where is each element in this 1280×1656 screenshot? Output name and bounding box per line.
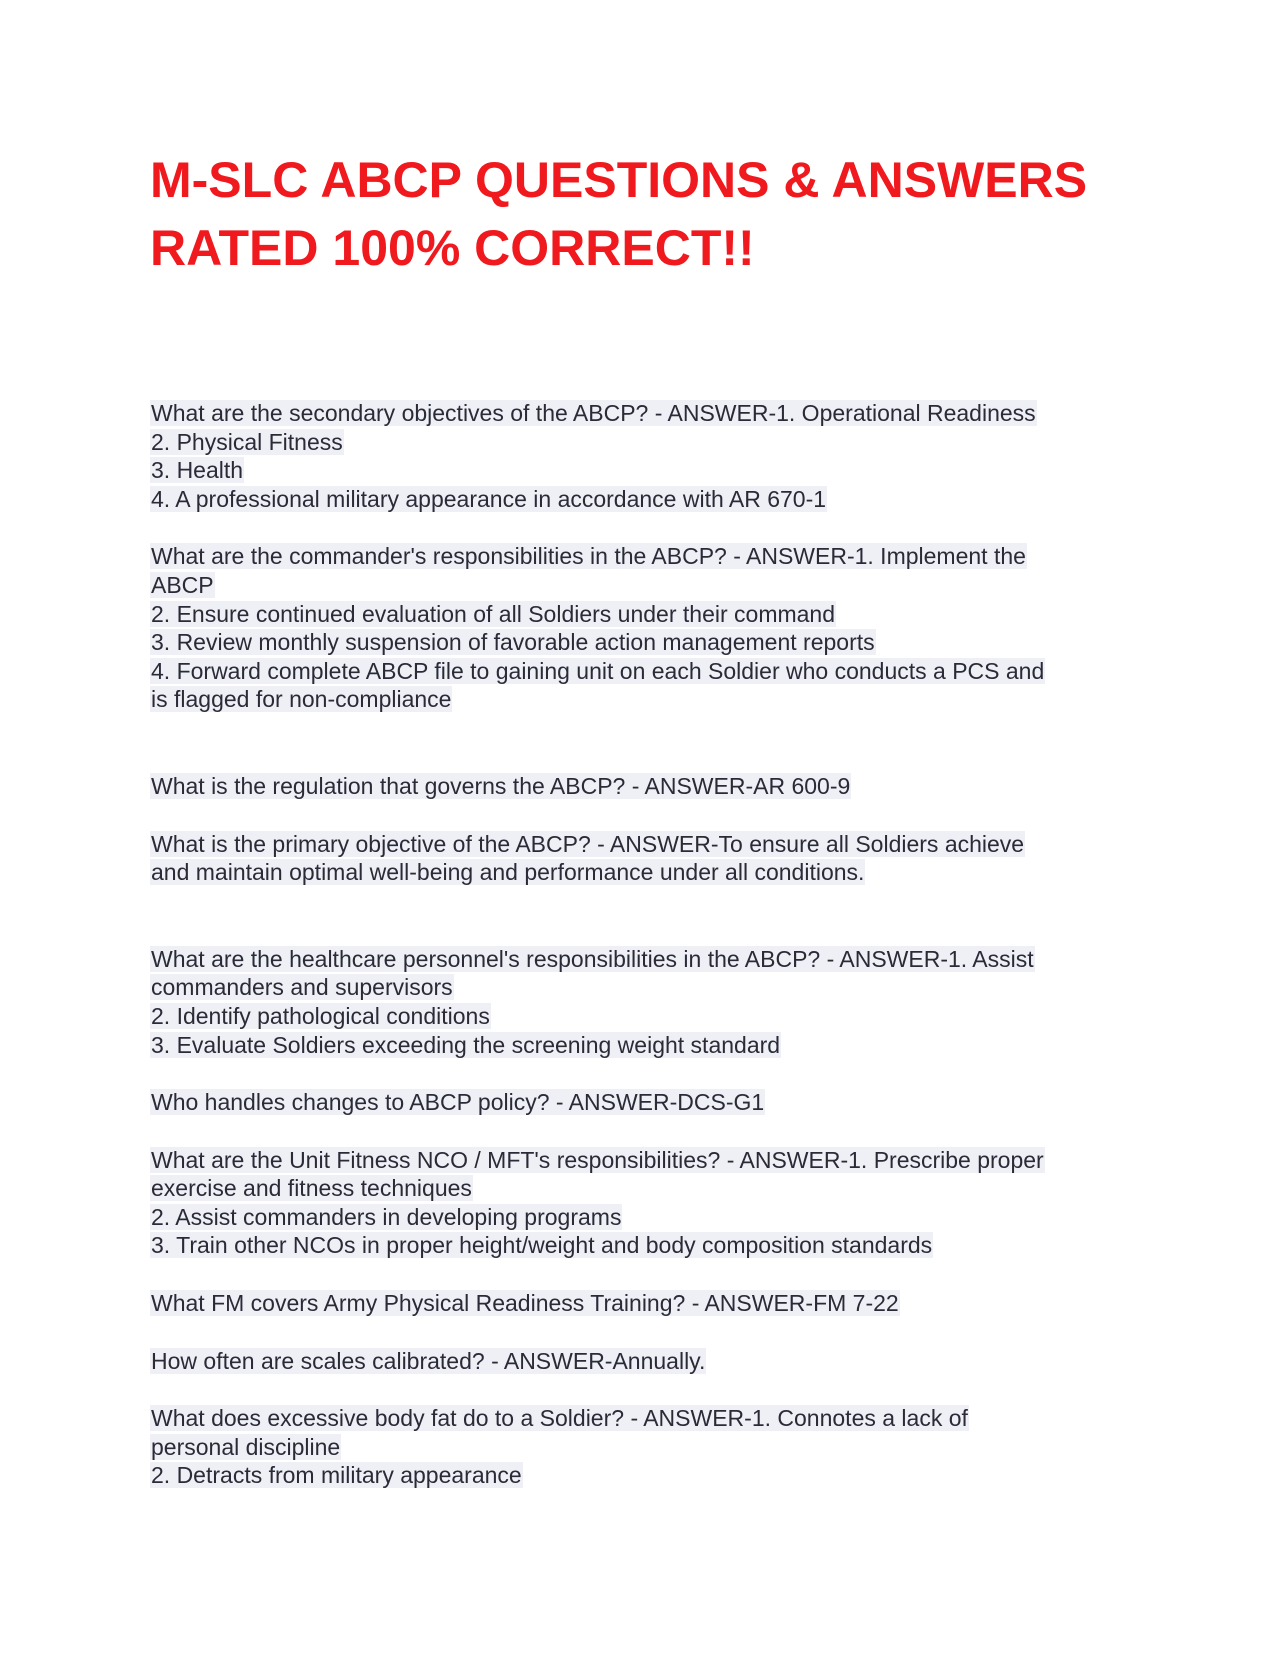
qa-list [150,399,1150,1490]
qa-line: 3. Review monthly suspension of favorable action management reports [151,629,875,656]
qa-line: What FM covers Army Physical Readiness Training? - ANSWER-FM 7-22 [151,1290,899,1317]
qa-line: What does excessive body fat do to a Soldier? - ANSWER-1. Connotes a lack of [151,1405,968,1432]
qa-item-excessive-body-fat [150,1404,1150,1490]
qa-line: 2. Physical Fitness [151,428,343,455]
qa-line: 4. A professional military appearance in accordance with AR 670-1 [151,485,827,512]
qa-line: personal discipline [151,1433,341,1460]
qa-line: Who handles changes to ABCP policy? - ANSWER-DCS-G1 [151,1089,765,1116]
document-title [150,146,1150,282]
qa-item-regulation [150,772,1150,801]
qa-line: What are the commander's responsibilities in the ABCP? - ANSWER-1. Implement the [151,543,1026,570]
qa-line: 2. Detracts from military appearance [151,1462,522,1489]
qa-line: What is the regulation that governs the ABCP? - ANSWER-AR 600-9 [151,772,851,799]
qa-line: What are the secondary objectives of the ABCP? - ANSWER-1. Operational Readiness [151,400,1036,426]
qa-item-fitness-nco-responsibilities [150,1146,1150,1260]
qa-item-scale-calibration [150,1347,1150,1376]
qa-line: commanders and supervisors [151,974,453,1001]
qa-line: 2. Identify pathological conditions [151,1002,490,1029]
qa-line: 2. Ensure continued evaluation of all Soldiers under their command [151,600,836,627]
qa-line: is flagged for non-compliance [151,686,452,713]
title-line-2: RATED 100% CORRECT!! [150,220,755,276]
qa-line: 2. Assist commanders in developing programs [151,1203,622,1230]
qa-line: ABCP [151,571,214,598]
qa-item-commander-responsibilities [150,542,1150,714]
title-line-1: M-SLC ABCP QUESTIONS & ANSWERS [150,152,1088,208]
qa-item-policy-changes [150,1088,1150,1117]
qa-line: 3. Evaluate Soldiers exceeding the screening weight standard [151,1031,781,1058]
qa-item-secondary-objectives [150,399,1150,513]
qa-line: exercise and fitness techniques [151,1175,472,1202]
qa-line: What are the Unit Fitness NCO / MFT's responsibilities? - ANSWER-1. Prescribe proper [151,1146,1044,1173]
qa-line: What is the primary objective of the ABCP? - ANSWER-To ensure all Soldiers achieve [151,830,1025,857]
qa-line: and maintain optimal well-being and performance under all conditions. [151,859,865,886]
qa-line: How often are scales calibrated? - ANSWER-Annually. [151,1347,706,1374]
qa-line: 4. Forward complete ABCP file to gaining unit on each Soldier who conducts a PCS and [151,657,1045,684]
qa-item-primary-objective [150,830,1150,887]
qa-item-healthcare-responsibilities [150,945,1150,1059]
qa-line: What are the healthcare personnel's responsibilities in the ABCP? - ANSWER-1. Assist [151,945,1034,972]
qa-item-field-manual [150,1289,1150,1318]
qa-line: 3. Train other NCOs in proper height/weight and body composition standards [151,1232,933,1259]
qa-line: 3. Health [151,457,244,484]
